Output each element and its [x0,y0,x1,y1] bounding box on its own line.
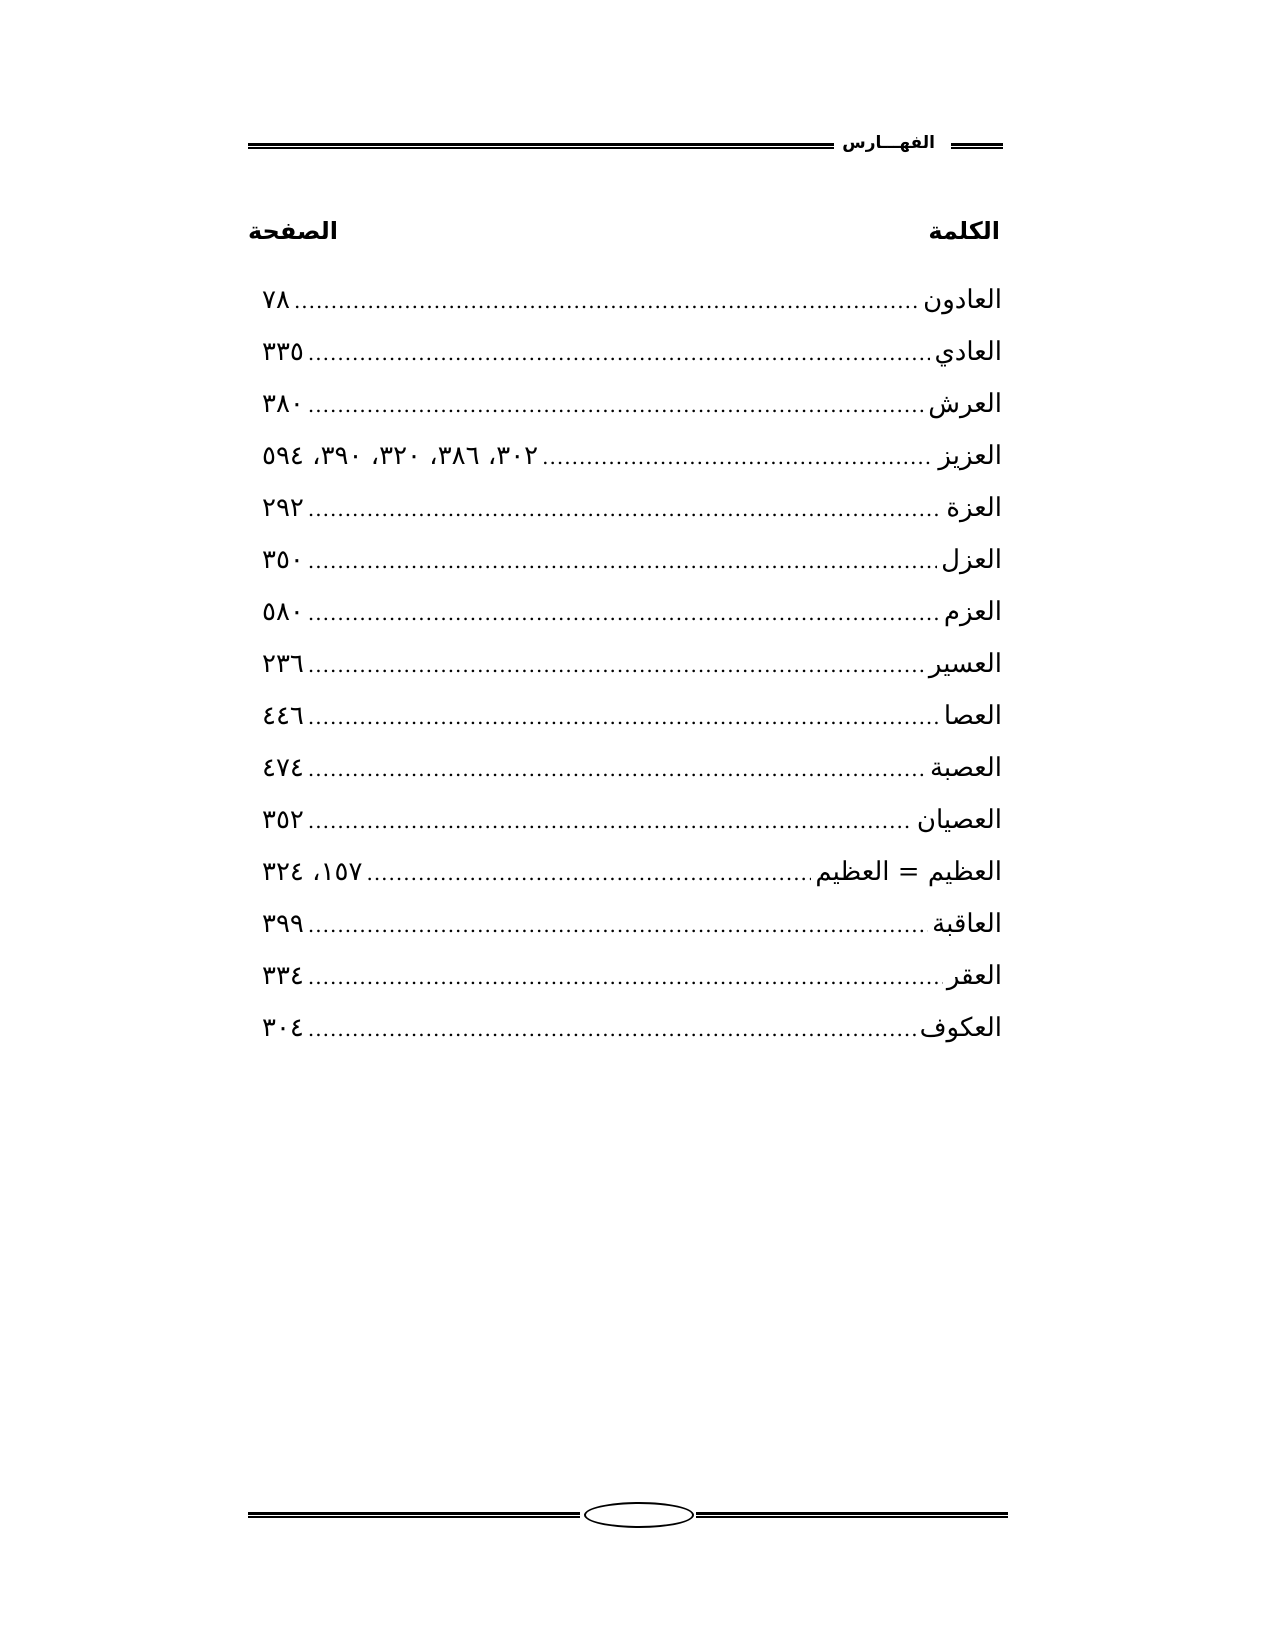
page-number-oval [584,1502,694,1528]
dot-leader [308,697,940,737]
index-entry [262,904,1002,956]
index-entry [262,436,1002,488]
entry-pages: ٢٩٢ [262,493,304,523]
entry-pages: ١٥٧، ٣٢٤ [262,857,363,887]
column-heading-word: الكلمة [928,217,1000,245]
entry-pages: ٢٣٦ [262,649,304,679]
column-heading-page: الصفحة [248,217,339,245]
dot-leader [308,1009,916,1049]
index-entry [262,592,1002,644]
entry-word: العاقبة [932,909,1002,939]
page-footer [248,1500,1008,1532]
entry-word: العزم [943,597,1002,627]
index-entry [262,956,1002,1008]
entry-pages: ٣٥٢ [262,805,304,835]
entry-word: العظيم = العظيم [815,857,1002,887]
entry-word: العزة [946,493,1002,523]
index-entry [262,384,1002,436]
dot-leader [542,437,934,477]
entry-word: العصيان [916,805,1002,835]
page-header [248,132,1003,156]
header-rule-right [951,143,1003,149]
dot-leader [308,489,942,529]
dot-leader [308,385,924,425]
footer-rule-left [248,1512,580,1518]
entry-word: العصبة [929,753,1002,783]
header-title: الفهـــارس [834,132,943,154]
dot-leader [308,749,926,789]
entry-word: العزل [941,545,1002,575]
entry-pages: ٥٨٠ [262,597,304,627]
entry-word: العكوف [919,1013,1002,1043]
dot-leader [308,645,925,685]
entry-pages: ٣٨٠ [262,389,304,419]
index-entries [262,280,1002,1060]
entry-word: العادون [923,285,1002,315]
entry-pages: ٣٣٥ [262,337,304,367]
footer-rule-right [696,1512,1008,1518]
dot-leader [308,905,928,945]
dot-leader [308,593,940,633]
index-entry [262,1008,1002,1060]
index-entry [262,748,1002,800]
index-entry [262,280,1002,332]
dot-leader [294,281,919,321]
index-entry [262,800,1002,852]
entry-word: العزيز [938,441,1002,471]
index-entry [262,488,1002,540]
index-entry [262,852,1002,904]
header-rule-left [248,143,838,149]
entry-pages: ٣٥٠ [262,545,304,575]
dot-leader [366,853,811,893]
entry-pages: ٣٠٢، ٣٨٦، ٣٢٠، ٣٩٠، ٥٩٤ [262,441,539,471]
entry-pages: ٧٨ [262,285,290,315]
index-entry [262,696,1002,748]
entry-pages: ٤٧٤ [262,753,304,783]
entry-pages: ٣٩٩ [262,909,304,939]
entry-word: العصا [943,701,1002,731]
entry-word: العسير [928,649,1002,679]
index-entry [262,644,1002,696]
entry-word: العقر [946,961,1002,991]
index-entry [262,332,1002,384]
dot-leader [308,333,931,373]
entry-word: العرش [928,389,1002,419]
entry-word: العادي [934,337,1002,367]
dot-leader [308,801,913,841]
entry-pages: ٣٠٤ [262,1013,304,1043]
entry-pages: ٣٣٤ [262,961,304,991]
index-entry [262,540,1002,592]
entry-pages: ٤٤٦ [262,701,304,731]
dot-leader [308,541,937,581]
dot-leader [308,957,943,997]
